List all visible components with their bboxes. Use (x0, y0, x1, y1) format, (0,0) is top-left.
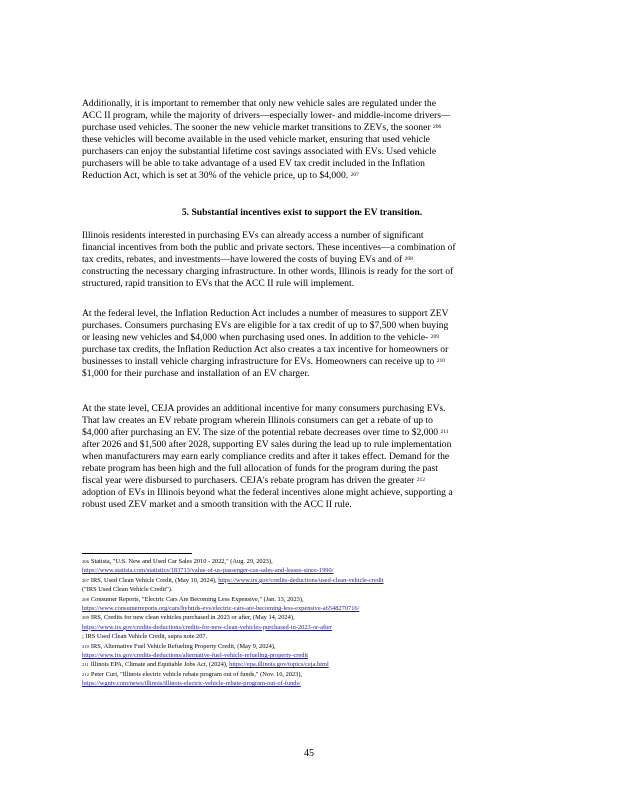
footnote (82, 642, 522, 661)
footnote-number: 208 (82, 596, 89, 602)
footnote-marker[interactable]: 208 (404, 256, 413, 262)
footnote (82, 576, 522, 595)
footnote-tail: ("IRS Used Clean Vehicle Credit"). (82, 586, 173, 594)
paragraph-line: when manufacturers may earn early compliance credits and after it takes effect. Demand for the (82, 451, 450, 462)
footnote (82, 557, 522, 576)
paragraph-used-vehicles (82, 98, 502, 182)
paragraph-line: robust used ZEV market and a smooth transition with the ACC II rule. (82, 499, 352, 510)
footnote (82, 613, 522, 641)
footnote-marker[interactable]: 210 (436, 358, 445, 364)
paragraph-line: Illinois residents interested in purchasing EVs can already access a number of significant (82, 230, 424, 241)
footnote-text: Peter Curi, "Illinois electric vehicle rebate program out of funds," (Nov. 16, 2023), (90, 670, 303, 678)
footnote (82, 670, 522, 689)
paragraph-line: purchasers can enjoy the substantial lifetime cost savings associated with EVs. Used vehicle (82, 146, 437, 157)
footnotes (82, 557, 522, 689)
footnote-number: 209 (82, 615, 89, 621)
footnote-tail: ; IRS Used Clean Vehicle Credit, supra note 207. (82, 633, 208, 641)
paragraph-incentives (82, 230, 502, 290)
paragraph-line: Additionally, it is important to remember that only new vehicle sales are regulated under the (82, 98, 436, 109)
footnote-number: 211 (82, 662, 89, 668)
paragraph-line: purchases. Consumers purchasing EVs are eligible for a tax credit of up to $7,500 when buying (82, 320, 449, 331)
footnote-number: 212 (82, 671, 89, 677)
paragraph-line: tax credits, rebates, and investments—have lowered the costs of buying EVs and of (82, 254, 403, 265)
footnote-link[interactable]: https://www.irs.gov/credits-deductions/credits-for-new-clean-vehicles-purchased-in-2023-or-after (82, 623, 332, 631)
footnote-marker[interactable]: 212 (416, 477, 425, 483)
paragraph-line: adoption of EVs in Illinois beyond what the federal incentives alone might achieve, supporting a (82, 487, 453, 498)
paragraph-line: At the federal level, the Inflation Reduction Act includes a number of measures to support ZEV (82, 308, 449, 319)
paragraph-line: constructing the necessary charging infrastructure. In other words, Illinois is ready for the sort of (82, 266, 454, 277)
paragraph-line: purchase used vehicles. The sooner the new vehicle market transitions to ZEVs, the sooner (82, 122, 431, 133)
paragraph-line: purchase tax credits, the Inflation Reduction Act also creates a tax incentive for homeowners or (82, 344, 449, 355)
footnote-link[interactable]: https://www.consumerreports.org/cars/hybrids-evs/electric-cars-are-becoming-less-expensive-a6548270716/ (82, 605, 360, 613)
paragraph-line: ACC II program, while the majority of drivers—especially lower- and middle-income drivers— (82, 110, 451, 121)
paragraph-line: At the state level, CEJA provides an additional incentive for many consumers purchasing EVs. (82, 403, 446, 414)
footnote-marker[interactable]: 206 (432, 124, 442, 130)
section-heading: 5. Substantial incentives exist to support the EV transition. (181, 207, 423, 218)
footnote (82, 660, 522, 669)
footnote-text: Illinois EPA, Climate and Equitable Jobs Act, (2024), (90, 661, 228, 669)
footnote-text: IRS, Alternative Fuel Vehicle Refueling Property Credit, (May 9, 2024), (90, 642, 276, 650)
footnote-text: IRS, Credits for new clean vehicles purchased in 2023 or after, (May 14, 2024), (90, 614, 295, 622)
paragraph-line: $4,000 after purchasing an EV. The size of the potential rebate decreases over time to $2,000 (82, 427, 439, 438)
paragraph-line: financial incentives from both the public and private sectors. These incentives—a combination of (82, 242, 456, 253)
footnote-number: 206 (82, 559, 89, 564)
footnote-separator (82, 553, 192, 554)
footnote-link[interactable]: https://www.irs.gov/credits-deductions/alternative-fuel-vehicle-refueling-property-credit (82, 652, 309, 660)
footnote-link[interactable]: https://epa.illinois.gov/topics/ceja.html (229, 661, 329, 669)
paragraph-line: That law creates an EV rebate program wherein Illinois consumers can get a rebate of up to (82, 415, 433, 426)
paragraph-line: after 2026 and $1,500 after 2028, supporting EV sales during the lead up to rule implementation (82, 439, 452, 450)
footnote-marker[interactable]: 209 (430, 334, 440, 340)
paragraph-line: Reduction Act, which is set at 30% of the vehicle price, up to $4,000. (82, 170, 349, 181)
footnote-text: Statista, "U.S. New and Used Car Sales 2010 - 2022," (Aug. 29, 2023), (90, 558, 273, 565)
footnote-link[interactable]: https://wgntv.com/news/illinois/illinois-electric-vehicle-rebate-program-out-of-funds/ (82, 680, 301, 688)
paragraph-federal (82, 308, 502, 380)
paragraph-line: businesses to install vehicle charging infrastructure for EVs. Homeowners can receive up to (82, 356, 435, 367)
footnote-marker[interactable]: 207 (350, 172, 359, 178)
footnote-text: Consumer Reports, "Electric Cars Are Becoming Less Expensive," (Jan. 13, 2023), (90, 595, 304, 603)
paragraph-line: purchasers will be able to take advantage of a used EV tax credit included in the Inflation (82, 158, 425, 169)
paragraph-line: $1,000 for their purchase and installation of an EV charger. (82, 368, 310, 379)
paragraph-line: these vehicles will become available in the used vehicle market, ensuring that used vehicle (82, 134, 430, 145)
paragraph-line: structured, rapid transition to EVs that the ACC II rule will implement. (82, 278, 355, 289)
paragraph-line: rebate program has been high and the full allocation of funds for the program during the past (82, 463, 438, 474)
page-number: 45 (304, 748, 314, 759)
paragraph-state (82, 403, 502, 511)
paragraph-line: or leasing new vehicles and $4,000 when purchasing used ones. In addition to the vehicle- (82, 332, 429, 343)
footnote-number: 207 (82, 577, 89, 583)
footnote-text: IRS, Used Clean Vehicle Credit, (May 10, 2024), (90, 576, 217, 584)
footnote-link[interactable]: https://www.irs.gov/credits-deductions/used-clean-vehicle-credit (218, 576, 384, 584)
paragraph-line: fiscal year were disbursed to purchasers. CEJA's rebate program has driven the greater (82, 475, 415, 486)
footnote-number: 210 (82, 643, 89, 649)
footnote-marker[interactable]: 211 (440, 429, 449, 435)
footnote-link[interactable]: https://www.statista.com/statistics/183713/value-of-us-passenger-cas-sales-and-leases-since-1990/ (82, 567, 334, 575)
footnote (82, 595, 522, 614)
